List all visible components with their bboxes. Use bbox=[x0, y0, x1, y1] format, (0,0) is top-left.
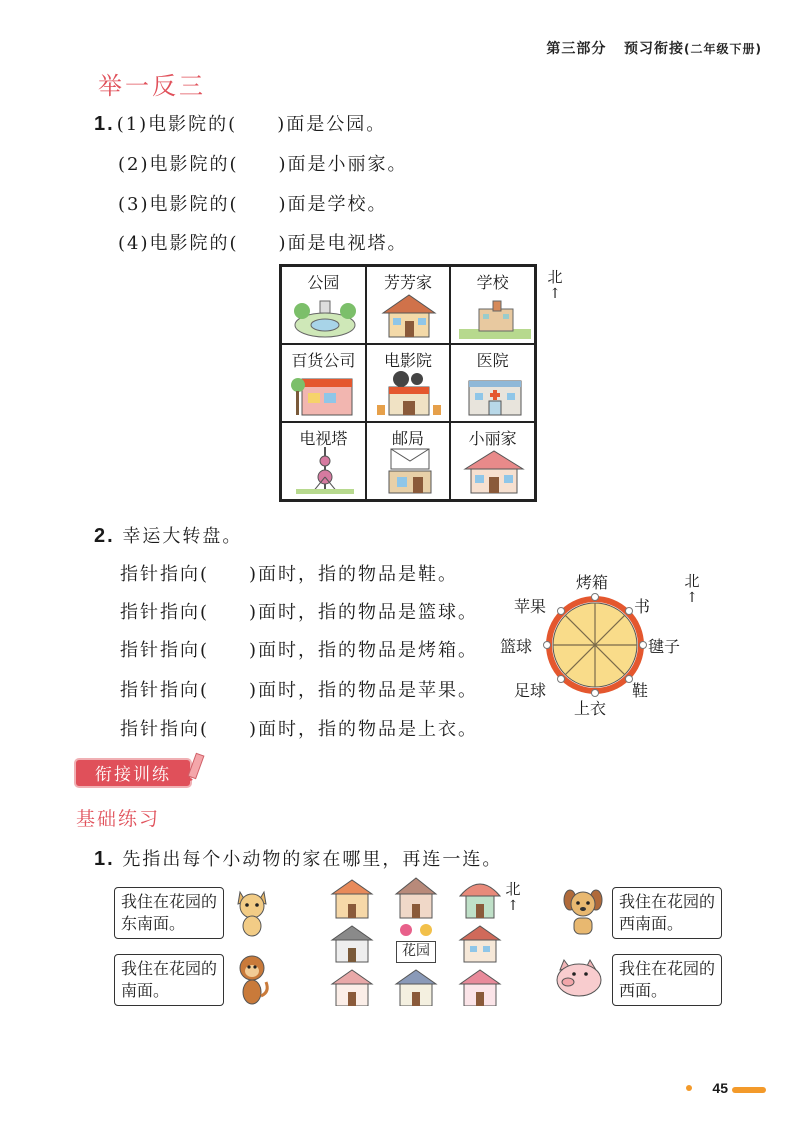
section-title: 举一反三 bbox=[98, 72, 206, 100]
cell-label: 学校 bbox=[476, 273, 509, 292]
q2-line-4: 指针指向( )面时，指的物品是苹果。 bbox=[120, 680, 479, 701]
store-icon bbox=[290, 371, 360, 417]
cell-department-store bbox=[281, 344, 366, 422]
park-icon bbox=[290, 295, 360, 339]
houses-north-indicator bbox=[503, 878, 523, 913]
cinema-icon bbox=[375, 369, 445, 417]
house-e-icon bbox=[460, 926, 500, 962]
dog-icon bbox=[560, 886, 606, 938]
cell-label: 医院 bbox=[476, 351, 509, 370]
speech-bubble-southeast bbox=[114, 887, 224, 939]
q1-line-1 bbox=[94, 110, 386, 136]
cell-hospital bbox=[450, 344, 535, 422]
tv-tower-icon bbox=[290, 447, 360, 495]
north-label: 北 bbox=[684, 572, 700, 590]
header-sub: (二年级下册) bbox=[684, 42, 762, 56]
cell-tv-tower bbox=[281, 422, 366, 500]
wheel-label-sw: 足球 bbox=[514, 681, 547, 700]
house-ne-icon bbox=[460, 884, 500, 918]
wheel-label-nw: 苹果 bbox=[514, 597, 547, 616]
q1-number: 1. bbox=[94, 113, 115, 135]
page-bar bbox=[732, 1087, 766, 1093]
running-header bbox=[546, 38, 762, 58]
wheel-dividers bbox=[553, 603, 637, 687]
cell-label: 芳芳家 bbox=[383, 273, 432, 292]
wheel-label-e: 毽子 bbox=[648, 637, 681, 656]
q3-title-line bbox=[94, 845, 502, 871]
bubble-text: 我住在花园的西面。 bbox=[619, 959, 716, 1000]
house-se-icon bbox=[460, 970, 500, 1006]
speech-bubble-west bbox=[612, 954, 722, 1006]
house-w-icon bbox=[332, 926, 372, 962]
wheel-label-n: 烤箱 bbox=[576, 573, 609, 592]
cell-label: 电影院 bbox=[383, 351, 432, 370]
wheel-label-ne: 书 bbox=[634, 597, 651, 616]
q2-title-line bbox=[94, 522, 242, 548]
q1-line-3: (3)电影院的( )面是学校。 bbox=[118, 194, 388, 215]
house-s-icon bbox=[396, 970, 436, 1006]
basic-practice-title: 基础练习 bbox=[76, 808, 161, 830]
cell-label: 邮局 bbox=[391, 429, 424, 448]
house-nw-icon bbox=[332, 880, 372, 918]
q2-line-1: 指针指向( )面时，指的物品是鞋。 bbox=[120, 564, 459, 585]
bubble-text: 我住在花园的西南面。 bbox=[619, 892, 716, 933]
house-icon bbox=[375, 291, 443, 339]
wheel-north-indicator bbox=[682, 570, 702, 605]
house-n-icon bbox=[396, 878, 436, 918]
training-banner: 衔接训练 bbox=[74, 758, 192, 788]
post-office-icon bbox=[375, 445, 445, 495]
north-label: 北 bbox=[547, 268, 563, 286]
page-number: 45 bbox=[712, 1080, 728, 1096]
header-title: 预习衔接 bbox=[624, 41, 685, 57]
cell-post-office bbox=[366, 422, 451, 500]
map-grid bbox=[279, 264, 537, 502]
q1-text-1: (1)电影院的( )面是公园。 bbox=[116, 114, 387, 135]
pig-icon bbox=[552, 954, 606, 1000]
cell-fangfang-home bbox=[366, 266, 451, 344]
q2-line-3: 指针指向( )面时，指的物品是烤箱。 bbox=[120, 640, 479, 661]
q2-line-5: 指针指向( )面时，指的物品是上衣。 bbox=[120, 719, 479, 740]
cell-school bbox=[450, 266, 535, 344]
cell-cinema bbox=[366, 344, 451, 422]
speech-bubble-southwest bbox=[612, 887, 722, 939]
cell-xiaoli-home bbox=[450, 422, 535, 500]
north-arrow-icon: ↑ bbox=[686, 590, 698, 606]
house-icon bbox=[459, 447, 529, 495]
house-sw-icon bbox=[332, 970, 372, 1006]
wheel-label-w: 篮球 bbox=[500, 637, 533, 656]
q3-number: 1. bbox=[94, 848, 115, 870]
q2-title: 幸运大转盘。 bbox=[122, 526, 243, 547]
cat-icon bbox=[232, 886, 272, 938]
cell-label: 小丽家 bbox=[468, 429, 517, 448]
wheel-label-s: 上衣 bbox=[574, 699, 607, 718]
north-label: 北 bbox=[505, 880, 521, 898]
monkey-icon bbox=[232, 952, 272, 1008]
school-icon bbox=[459, 299, 531, 339]
header-part: 第三部分 bbox=[546, 41, 607, 57]
q3-title: 先指出每个小动物的家在哪里，再连一连。 bbox=[122, 849, 503, 870]
cell-park bbox=[281, 266, 366, 344]
q2-number: 2. bbox=[94, 525, 115, 547]
wheel-label-se: 鞋 bbox=[632, 681, 649, 700]
cell-label: 百货公司 bbox=[291, 351, 356, 370]
north-arrow-icon: ↑ bbox=[549, 286, 561, 302]
north-arrow-icon: ↑ bbox=[507, 898, 519, 914]
cell-label: 电视塔 bbox=[299, 429, 348, 448]
q1-line-4: (4)电影院的( )面是电视塔。 bbox=[118, 233, 408, 254]
cell-label: 公园 bbox=[307, 273, 340, 292]
page-dot bbox=[686, 1085, 692, 1091]
pencil-icon bbox=[186, 752, 208, 786]
q2-line-2: 指针指向( )面时，指的物品是篮球。 bbox=[120, 602, 479, 623]
hospital-icon bbox=[459, 371, 529, 417]
speech-bubble-south bbox=[114, 954, 224, 1006]
bubble-text: 我住在花园的南面。 bbox=[121, 959, 218, 1000]
grid-north-indicator bbox=[545, 266, 565, 301]
garden-label: 花园 bbox=[396, 941, 436, 963]
q1-line-2: (2)电影院的( )面是小丽家。 bbox=[118, 154, 408, 175]
bubble-text: 我住在花园的东南面。 bbox=[121, 892, 218, 933]
